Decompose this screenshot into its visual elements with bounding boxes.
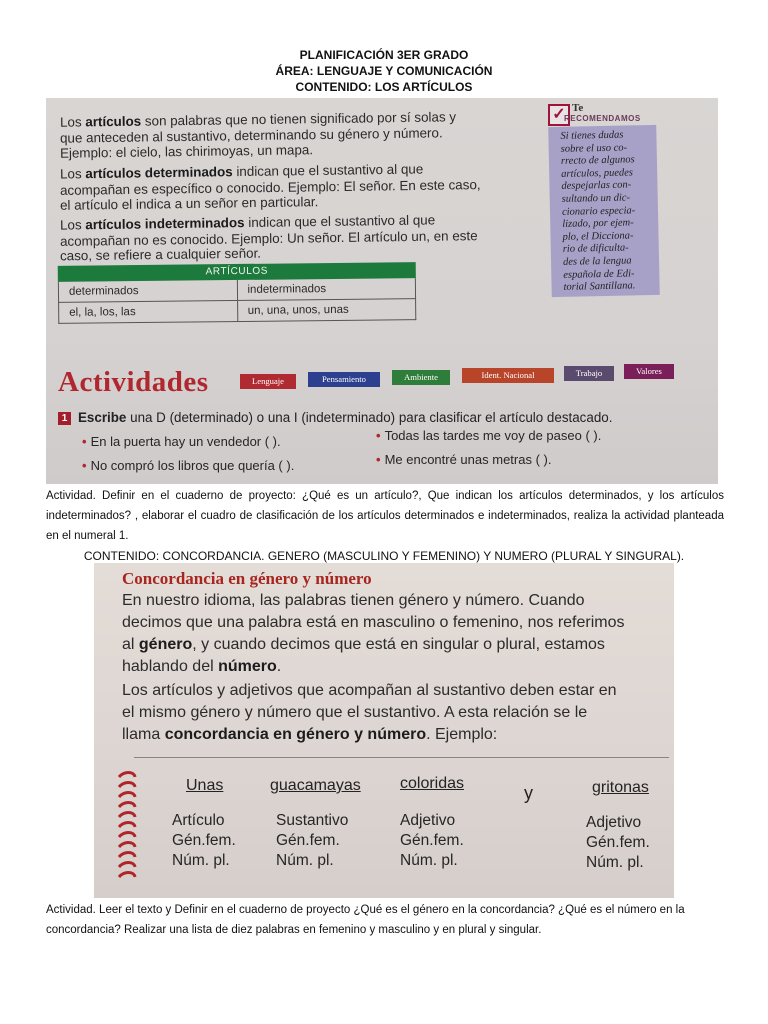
sidebar-box xyxy=(548,125,660,297)
photo1-para3-line1: Los artículos indeterminados indican que el sustantivo al que xyxy=(59,212,436,233)
tag-ambiente: Ambiente xyxy=(392,370,450,385)
sidebar-line: rio de dificulta- xyxy=(562,242,629,256)
spiral-icon xyxy=(116,771,138,881)
bullet-item-1: • En la puerta hay un vendedor ( ). xyxy=(82,434,281,449)
sidebar-line: Si tienes dudas xyxy=(560,129,624,142)
photo1-para3-line2: acompañan no es conocido. Ejemplo: Un señor. El artículo un, en este xyxy=(59,228,478,249)
question-number: 1 xyxy=(58,412,71,425)
sidebar-line: sultando un dic- xyxy=(561,192,631,205)
activities-title: Actividades xyxy=(58,366,209,398)
photo1-para1-line2: que anteceden al sustantivo, determinando su género y número. xyxy=(59,125,443,146)
doc-header xyxy=(0,47,768,95)
example-word-4: gritonas xyxy=(592,779,649,796)
sidebar-line: rrecto de algunos xyxy=(560,154,635,168)
sidebar-line: plo, el Dicciona- xyxy=(562,230,634,243)
photo1-para2-line3: el artículo el indica a un señor en particular. xyxy=(59,194,319,213)
conjunction: y xyxy=(524,783,533,803)
content-2-heading: CONTENIDO: CONCORDANCIA. GENERO (MASCULINO Y FEMENINO) Y NUMERO (PLURAL Y SINGURAL). xyxy=(83,549,685,563)
tag-trabajo: Trabajo xyxy=(564,366,614,381)
textbook-photo-articulos xyxy=(46,98,718,484)
table-row xyxy=(58,299,416,324)
example-details-2: Sustantivo Gén.fem. Núm. pl. xyxy=(276,812,349,869)
header-line-2: ÁREA: LENGUAJE Y COMUNICACIÓN xyxy=(275,64,493,78)
sidebar-title-2: RECOMENDAMOS xyxy=(564,114,641,123)
sidebar-line: cionario especia- xyxy=(561,204,636,218)
example-details-1: Artículo Gén.fem. Núm. pl. xyxy=(172,812,236,869)
photo2-line-6: el mismo género y número que el sustantivo. A esta relación se le xyxy=(122,704,588,721)
question-1-text: Escribe una D (determinado) o una I (indeterminado) para clasificar el artículo destacado. xyxy=(78,410,613,425)
photo2-line-5: Los artículos y adjetivos que acompañan al sustantivo deben estar en xyxy=(122,682,617,699)
photo2-line-7: llama concordancia en género y número. Ejemplo: xyxy=(122,726,498,743)
table-cell: determinados xyxy=(68,285,139,298)
header-line-1: PLANIFICACIÓN 3ER GRADO xyxy=(299,48,469,62)
photo2-line-2: decimos que una palabra está en masculino o femenino, nos referimos xyxy=(122,614,625,631)
divider xyxy=(134,757,669,758)
table-cell: el, la, los, las xyxy=(69,306,136,319)
photo1-para1-line1: Los artículos son palabras que no tienen significado por sí solas y xyxy=(59,109,457,130)
example-word-2: guacamayas xyxy=(270,777,361,794)
photo1-para2-line1: Los artículos determinados indican que el sustantivo al que xyxy=(59,161,424,182)
sidebar-line: lizado, por ejem- xyxy=(562,217,634,231)
photo2-line-1: En nuestro idioma, las palabras tienen género y número. Cuando xyxy=(122,592,585,609)
bullet-item-4: • Me encontré unas metras ( ). xyxy=(376,452,552,467)
photo1-para3-line3: caso, se refiere a cualquier señor. xyxy=(59,245,262,264)
bullet-item-3: • No compró los libros que quería ( ). xyxy=(82,458,295,473)
example-word-3: coloridas xyxy=(400,775,465,792)
photo2-line-3: al género, y cuando decimos que está en singular o plural, estamos xyxy=(122,636,605,653)
example-details-4: Adjetivo Gén.fem. Núm. pl. xyxy=(586,814,650,871)
tag-lenguaje: Lenguaje xyxy=(240,374,296,389)
photo1-para2-line2: acompañan es específico o conocido. Ejemplo: El señor. En este caso, xyxy=(59,177,481,198)
sidebar-title-1: Te xyxy=(572,102,584,114)
sidebar-line: despejarlas con- xyxy=(561,179,632,193)
textbook-photo-concordancia xyxy=(94,563,674,898)
example-details-3: Adjetivo Gén.fem. Núm. pl. xyxy=(400,812,464,869)
checkmark-icon: ✓ xyxy=(548,104,570,126)
activity-1-text: Actividad. Definir en el cuaderno de proyecto: ¿Qué es un artículo?, Que indican los artículos determinados, y los artículos indeterminados? , elaborar el cuadro de clasificación de los artículos determinados e indeterminados, realiza la actividad planteada en el numeral 1. xyxy=(46,490,724,542)
example-word-1: Unas xyxy=(186,777,224,794)
recommendation-sidebar xyxy=(544,104,664,296)
articles-table xyxy=(58,262,417,324)
concordancia-title: Concordancia en género y número xyxy=(122,569,372,588)
bullet-item-2: • Todas las tardes me voy de paseo ( ). xyxy=(376,428,602,443)
tag-ident-nacional: Ident. Nacional xyxy=(462,368,554,383)
sidebar-line: artículos, puedes xyxy=(561,167,634,180)
tag-valores: Valores xyxy=(624,364,674,379)
table-cell: un, una, unos, unas xyxy=(237,299,416,321)
tag-pensamiento: Pensamiento xyxy=(308,372,380,387)
sidebar-line: des de la lengua xyxy=(562,255,632,268)
photo2-line-4: hablando del número. xyxy=(122,658,282,675)
photo1-para1-line3: Ejemplo: el cielo, las chirimoyas, un mapa. xyxy=(59,142,314,161)
sidebar-line: española de Edi- xyxy=(563,267,635,281)
articles-table-header: ARTÍCULOS xyxy=(58,262,416,282)
activity-2-text: Actividad. Leer el texto y Definir en el cuaderno de proyecto ¿Qué es el género en la concordancia? ¿Qué es el número en la concordancia? Realizar una lista de diez palabras en femenino y masculino y en plural y singular. xyxy=(46,904,685,936)
sidebar-line: torial Santillana. xyxy=(563,280,636,294)
table-cell: indeterminados xyxy=(236,278,415,300)
header-line-3: CONTENIDO: LOS ARTÍCULOS xyxy=(295,80,473,94)
sidebar-line: sobre el uso co- xyxy=(560,142,628,155)
